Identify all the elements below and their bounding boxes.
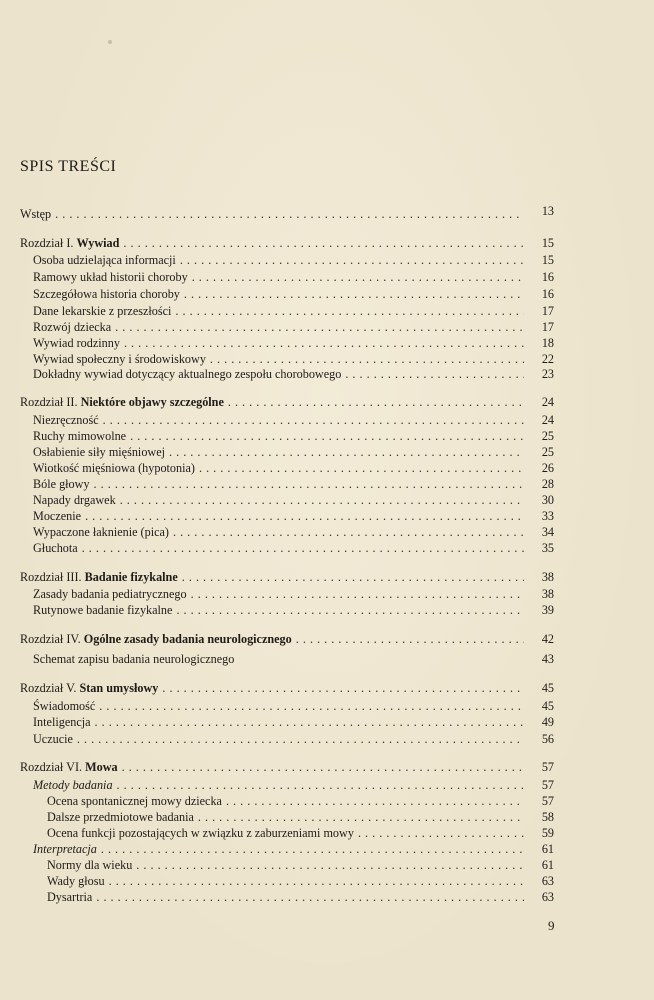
- dot-leader: [124, 336, 524, 350]
- toc-chapter-3[interactable]: [20, 570, 554, 584]
- toc-page-number: 49: [541, 715, 554, 729]
- toc-entry-label: Wywiad rodzinny: [33, 336, 120, 350]
- toc-entry[interactable]: [33, 477, 554, 491]
- toc-chapter-label: [20, 570, 178, 584]
- toc-page-number: 28: [541, 477, 554, 491]
- toc-subsection[interactable]: [33, 778, 554, 792]
- dot-leader: [96, 890, 524, 904]
- toc-entry-label: Ocena spontanicznej mowy dziecka: [47, 794, 222, 808]
- toc-entry-label: Bóle głowy: [33, 477, 90, 491]
- chapter-title: Niektóre objawy szczególne: [80, 395, 224, 409]
- toc-page-number: 17: [541, 320, 554, 334]
- toc-chapter-label: [20, 760, 118, 774]
- chapter-title: Stan umysłowy: [79, 681, 159, 695]
- toc-entry[interactable]: [33, 352, 554, 366]
- toc-entry-label: Ramowy układ historii choroby: [33, 270, 188, 284]
- toc-entry-label: Zasady badania pediatrycznego: [33, 587, 187, 601]
- toc-entry-label: Niezręczność: [33, 413, 99, 427]
- toc-entry[interactable]: [33, 429, 554, 443]
- toc-entry-label: Wady głosu: [47, 874, 105, 888]
- toc-entry[interactable]: [33, 541, 554, 555]
- toc-entry-label: Wywiad społeczny i środowiskowy: [33, 352, 206, 366]
- dot-leader: [191, 587, 524, 601]
- toc-entry[interactable]: [33, 525, 554, 539]
- toc-entry[interactable]: [33, 445, 554, 459]
- toc-page-number: 18: [541, 336, 554, 350]
- toc-entry[interactable]: [47, 874, 554, 888]
- dot-leader: [77, 732, 524, 746]
- toc-entry-label: Głuchota: [33, 541, 78, 555]
- chapter-title: Mowa: [85, 760, 118, 774]
- toc-chapter-1[interactable]: [20, 236, 554, 250]
- toc-entry[interactable]: [33, 732, 554, 746]
- dot-leader: [175, 304, 524, 318]
- dot-leader: [162, 681, 524, 695]
- chapter-number: Rozdział V.: [20, 681, 77, 695]
- chapter-number: Rozdział II.: [20, 395, 78, 409]
- toc-page-number: 26: [541, 461, 554, 475]
- dot-leader: [94, 477, 524, 491]
- toc-entry[interactable]: [33, 320, 554, 334]
- toc-entry-label: Dalsze przedmiotowe badania: [47, 810, 194, 824]
- toc-page-number: 39: [541, 603, 554, 617]
- toc-entry[interactable]: [47, 858, 554, 872]
- toc-entry[interactable]: [33, 587, 554, 601]
- toc-entry-label: Wiotkość mięśniowa (hypotonia): [33, 461, 195, 475]
- toc-page-number: 16: [541, 287, 554, 301]
- dot-leader: [85, 509, 524, 523]
- toc-page-number: 15: [541, 253, 554, 267]
- dot-leader: [199, 461, 524, 475]
- chapter-number: Rozdział I.: [20, 236, 74, 250]
- toc-chapter-label: [20, 395, 224, 409]
- page-number-folio: 9: [548, 918, 555, 933]
- toc-entry[interactable]: [47, 826, 554, 840]
- toc-chapter-label: [20, 632, 292, 646]
- toc-entry-label: Wypaczone łaknienie (pica): [33, 525, 169, 539]
- toc-entry-label: Dane lekarskie z przeszłości: [33, 304, 172, 318]
- dot-leader: [169, 445, 524, 459]
- dot-leader: [228, 395, 524, 409]
- dot-leader: [358, 826, 524, 840]
- toc-entry[interactable]: [33, 413, 554, 427]
- toc-page-number: 25: [541, 429, 554, 443]
- dot-leader: [55, 207, 524, 221]
- toc-entry[interactable]: [33, 461, 554, 475]
- toc-chapter-4[interactable]: [20, 632, 554, 646]
- toc-entry-label: Uczucie: [33, 732, 73, 746]
- dot-leader: [176, 603, 524, 617]
- chapter-title: Ogólne zasady badania neurologicznego: [83, 632, 292, 646]
- toc-entry[interactable]: [33, 336, 554, 350]
- toc-page-number: 25: [541, 445, 554, 459]
- toc-page-number: 33: [541, 509, 554, 523]
- chapter-title: Wywiad: [76, 236, 120, 250]
- toc-page-number: 57: [541, 794, 554, 808]
- toc-chapter-6[interactable]: [20, 760, 554, 774]
- toc-page-number: 59: [541, 826, 554, 840]
- toc-entry-label: Rozwój dziecka: [33, 320, 112, 334]
- dot-leader: [82, 541, 524, 555]
- toc-page-number: 16: [541, 270, 554, 284]
- dot-leader: [115, 320, 524, 334]
- toc-entry-label: Osłabienie siły mięśniowej: [33, 445, 166, 459]
- toc-chapter-label: [20, 681, 158, 695]
- toc-entry[interactable]: [33, 699, 554, 713]
- toc-page-number: 13: [541, 204, 554, 218]
- chapter-number: Rozdział IV.: [20, 632, 81, 646]
- dot-leader: [192, 270, 524, 284]
- toc-entry-label: Schemat zapisu badania neurologicznego: [33, 652, 235, 666]
- toc-entry[interactable]: [33, 652, 554, 666]
- toc-entry[interactable]: [33, 715, 554, 729]
- toc-page-number: 34: [541, 525, 554, 539]
- toc-page-number: 63: [541, 874, 554, 888]
- toc-entry-label: Osoba udzielająca informacji: [33, 253, 176, 267]
- toc-entry-label: Ocena funkcji pozostających w związku z zaburzeniami mowy: [47, 826, 354, 840]
- toc-entry[interactable]: [33, 304, 554, 318]
- toc-page-number: 15: [541, 236, 554, 250]
- toc-chapter-5[interactable]: [20, 681, 554, 695]
- toc-entry-label: [33, 778, 113, 792]
- toc-entry[interactable]: [33, 603, 554, 617]
- dot-leader: [103, 413, 524, 427]
- dot-leader: [198, 810, 524, 824]
- toc-entry-label: Rutynowe badanie fizykalne: [33, 603, 173, 617]
- toc-entry-label: Napady drgawek: [33, 493, 116, 507]
- toc-chapter-label: [20, 236, 119, 250]
- toc-entry-wstep[interactable]: [20, 204, 554, 221]
- italic-label: Interpretacja: [33, 842, 97, 856]
- toc-page-number: 42: [541, 632, 554, 646]
- toc-entry-label: Normy dla wieku: [47, 858, 133, 872]
- toc-page-number: 61: [541, 842, 554, 856]
- toc-page-number: 35: [541, 541, 554, 555]
- dot-leader: [109, 874, 524, 888]
- dot-leader: [130, 429, 524, 443]
- page-title: SPIS TREŚCI: [20, 158, 117, 175]
- toc-page-number: 56: [541, 732, 554, 746]
- toc-page-number: 24: [541, 413, 554, 427]
- toc-page-number: 58: [541, 810, 554, 824]
- toc-page-number: 24: [541, 395, 554, 409]
- toc-entry-label: Szczegółowa historia choroby: [33, 287, 180, 301]
- dot-leader: [99, 699, 524, 713]
- toc-page-number: 38: [541, 587, 554, 601]
- toc-entry[interactable]: [33, 367, 554, 381]
- dot-leader: [180, 253, 524, 267]
- paper-spot: [108, 40, 112, 44]
- toc-page-number: 22: [541, 352, 554, 366]
- toc-entry-label: Inteligencja: [33, 715, 91, 729]
- toc-entry[interactable]: [33, 270, 554, 284]
- toc-page-number: 30: [541, 493, 554, 507]
- toc-page-number: 23: [541, 367, 554, 381]
- toc-entry-label: Ruchy mimowolne: [33, 429, 127, 443]
- toc-entry-label: Dysartria: [47, 890, 93, 904]
- toc-entry[interactable]: [33, 253, 554, 267]
- dot-leader: [136, 858, 524, 872]
- toc-page-number: 57: [541, 778, 554, 792]
- chapter-title: Badanie fizykalne: [84, 570, 178, 584]
- toc-entry-label: Świadomość: [33, 699, 96, 713]
- dot-leader: [226, 794, 524, 808]
- dot-leader: [117, 778, 524, 792]
- toc-page-number: 61: [541, 858, 554, 872]
- dot-leader: [210, 352, 524, 366]
- toc-entry-label: Dokładny wywiad dotyczący aktualnego zespołu chorobowego: [33, 367, 342, 381]
- toc-entry-label: Wstęp: [20, 207, 52, 221]
- toc-page-number: 63: [541, 890, 554, 904]
- toc-entry[interactable]: [47, 810, 554, 824]
- toc-entry[interactable]: [33, 287, 554, 301]
- toc-entry[interactable]: [47, 890, 554, 904]
- toc-page-number: 43: [541, 652, 554, 666]
- dot-leader: [182, 570, 524, 584]
- chapter-number: Rozdział VI.: [20, 760, 83, 774]
- toc-page-number: 38: [541, 570, 554, 584]
- italic-label: Metody badania: [33, 778, 113, 792]
- toc-entry[interactable]: [33, 493, 554, 507]
- toc-page-number: 45: [541, 681, 554, 695]
- dot-leader: [173, 525, 524, 539]
- toc-subsection[interactable]: [33, 842, 554, 856]
- dot-leader: [122, 760, 524, 774]
- chapter-number: Rozdział III.: [20, 570, 82, 584]
- toc-entry-label: Moczenie: [33, 509, 82, 523]
- toc-entry-label: [33, 842, 97, 856]
- toc-entry[interactable]: [47, 794, 554, 808]
- toc-chapter-2[interactable]: [20, 395, 554, 409]
- dot-leader: [296, 632, 524, 646]
- dot-leader: [123, 236, 524, 250]
- dot-leader: [95, 715, 524, 729]
- toc-page-number: 45: [541, 699, 554, 713]
- dot-leader: [101, 842, 524, 856]
- dot-leader: [120, 493, 524, 507]
- toc-page-number: 17: [541, 304, 554, 318]
- dot-leader: [184, 287, 524, 301]
- toc-page-number: 57: [541, 760, 554, 774]
- toc-entry[interactable]: [33, 509, 554, 523]
- dot-leader: [345, 367, 524, 381]
